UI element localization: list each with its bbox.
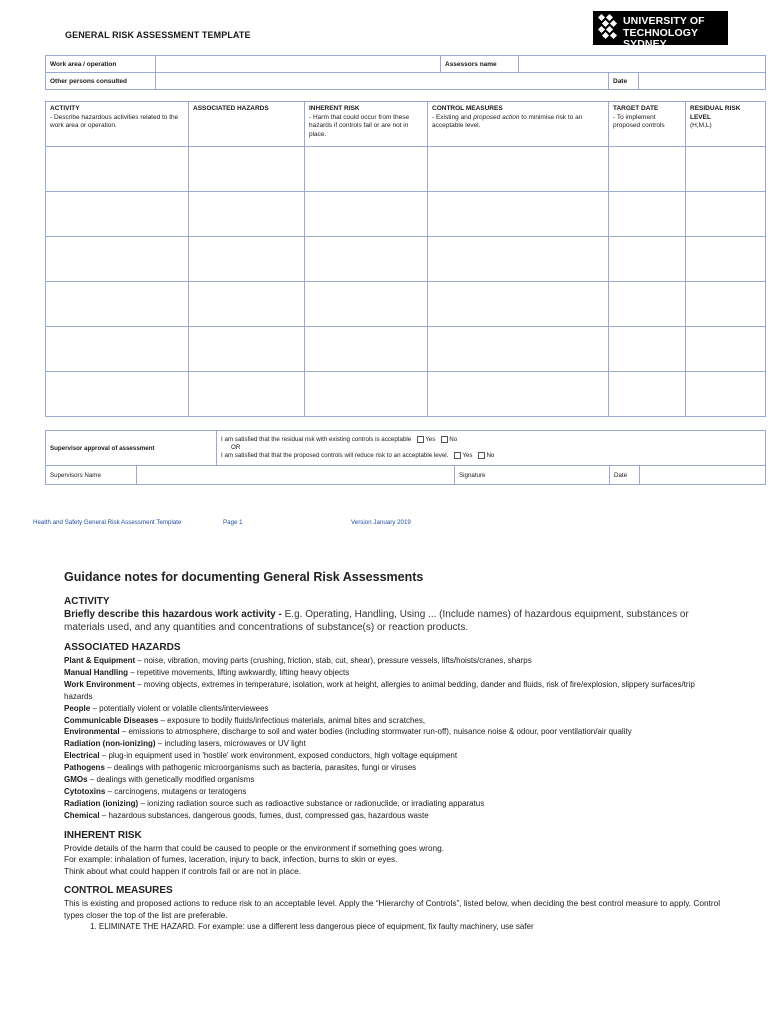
- hazard-text: – emissions to atmosphere, discharge to soil and water bodies (including stormwater run-off), nuisance noise & odour, poor ventilation/air quality: [119, 727, 632, 737]
- col-activity: [46, 102, 189, 147]
- supervisor-date-label: Date: [610, 466, 640, 485]
- hazard-text: – dealings with genetically modified organisms: [87, 775, 255, 785]
- footer-page-number: Page 1: [223, 519, 243, 526]
- hazard-item: [64, 810, 724, 822]
- table-row: [46, 282, 766, 327]
- no-checkbox-proposed[interactable]: [478, 452, 485, 459]
- hazard-term: Pathogens: [64, 763, 105, 773]
- supervisor-name-field[interactable]: [137, 466, 455, 485]
- table-cell[interactable]: [428, 192, 609, 237]
- control-measures-heading: CONTROL MEASURES: [64, 885, 173, 897]
- hazard-term: Manual Handling: [64, 667, 128, 677]
- table-cell[interactable]: [609, 237, 686, 282]
- supervisor-date-field[interactable]: [640, 466, 766, 485]
- col-inherent-risk: [305, 102, 428, 147]
- col-residual-title: RESIDUAL RISK LEVEL: [690, 105, 741, 121]
- hazard-item: [64, 762, 724, 774]
- hazard-term: Communicable Diseases: [64, 715, 159, 725]
- guidance-notes: [64, 570, 724, 932]
- col-inherent-desc: - Harm that could occur from these hazards if controls fail or are not in place.: [309, 113, 410, 138]
- hazard-term: Cytotoxins: [64, 786, 106, 796]
- hazard-item: [64, 715, 724, 727]
- hazard-term: Radiation (non-ionizing): [64, 739, 156, 749]
- table-row: [46, 327, 766, 372]
- table-cell[interactable]: [609, 147, 686, 192]
- table-cell[interactable]: [686, 327, 766, 372]
- hazard-item: [64, 738, 724, 750]
- footer-version: Version January 2019: [351, 519, 411, 526]
- hazard-term: Chemical: [64, 810, 100, 820]
- uts-logo-text: [623, 16, 728, 51]
- col-target-title: TARGET DATE: [613, 105, 659, 112]
- supervisor-name-label: Supervisors Name: [46, 466, 137, 485]
- table-cell[interactable]: [46, 372, 189, 417]
- supervisor-details-row: [46, 466, 766, 485]
- inherent-risk-heading: INHERENT RISK: [64, 829, 142, 841]
- approval-statement-existing: [221, 436, 761, 444]
- hazard-item: [64, 679, 724, 703]
- uts-logo-mark-icon: [597, 13, 619, 43]
- supervisor-approval-table: [45, 430, 766, 485]
- col-activity-title: ACTIVITY: [50, 105, 80, 112]
- other-persons-label: Other persons consulted: [46, 73, 156, 90]
- yes-label: Yes: [462, 452, 473, 460]
- logo-line-1: UNIVERSITY OF: [623, 15, 705, 27]
- hazard-text: – noise, vibration, moving parts (crushing, friction, stab, cut, shear), pressure vessels, lifts/hoists/cranes, sharps: [135, 656, 532, 665]
- hazard-item: [64, 786, 724, 798]
- assessors-name-label: Assessors name: [441, 56, 519, 73]
- statement-proposed-text: I am satisfied that that the proposed controls will reduce risk to an acceptable level.: [221, 452, 449, 460]
- approval-row: [46, 431, 766, 466]
- activity-heading: ACTIVITY: [64, 596, 110, 607]
- col-control-desc-pre: - Existing and: [432, 113, 474, 121]
- col-target-date: [609, 102, 686, 147]
- table-row: [46, 237, 766, 282]
- activity-text: E.g. Operating, Handling, Using ... (Include names) of hazardous equipment, substances or materials used, and any quantities and concentrations of substance(s) or reaction products.: [64, 609, 689, 633]
- control-measures-text: This is existing and proposed actions to reduce risk to an acceptable level. Apply the “Hierarchy of Controls”, listed below, when deciding the best control measure to apply. Control types closer the top of the list are preferable.: [64, 898, 721, 920]
- inherent-line: Think about what could happen if controls fail or are not in place.: [64, 865, 302, 876]
- signature-label: Signature: [459, 471, 486, 479]
- uts-logo: [593, 11, 728, 50]
- table-cell[interactable]: [305, 192, 428, 237]
- no-checkbox-existing[interactable]: [441, 436, 448, 443]
- yes-checkbox-existing[interactable]: [417, 436, 424, 443]
- hazard-text: – repetitive movements, lifting awkwardly, lifting heavy objects: [128, 667, 350, 677]
- table-cell[interactable]: [428, 372, 609, 417]
- hazard-term: Work Environment: [64, 679, 135, 689]
- table-cell[interactable]: [46, 237, 189, 282]
- table-cell[interactable]: [46, 147, 189, 192]
- hazard-text: – potentially violent or volatile clients/interviewees: [90, 703, 269, 713]
- hazard-text: – plug-in equipment used in 'hostile' work environment, exposed conductors, high voltage equipment: [99, 751, 458, 761]
- info-row-work-area: [46, 56, 766, 73]
- table-cell[interactable]: [189, 327, 305, 372]
- col-target-desc: - To implement proposed controls: [613, 113, 665, 129]
- col-hazards-title: ASSOCIATED HAZARDS: [193, 105, 269, 112]
- hazard-item: [64, 750, 724, 762]
- table-cell[interactable]: [609, 192, 686, 237]
- hazard-term: Environmental: [64, 727, 120, 737]
- date-field[interactable]: [639, 73, 766, 90]
- table-cell[interactable]: [46, 192, 189, 237]
- hazard-text: – ionizing radiation source such as radioactive substance or radionuclide, or irradiating apparatus: [138, 798, 485, 808]
- document-title: GENERAL RISK ASSESSMENT TEMPLATE: [65, 30, 251, 40]
- or-label: OR: [231, 444, 241, 451]
- hazard-item: [64, 726, 724, 738]
- col-activity-desc: - Describe hazardous activities related to the work area or operation.: [50, 113, 179, 129]
- table-cell[interactable]: [609, 327, 686, 372]
- work-area-label: Work area / operation: [46, 56, 156, 73]
- guidance-title: Guidance notes for documenting General Risk Assessments: [64, 570, 424, 584]
- hazard-term: Electrical: [64, 751, 100, 761]
- risk-assessment-table: [45, 101, 766, 417]
- col-control-measures: [428, 102, 609, 147]
- table-cell[interactable]: [428, 327, 609, 372]
- table-cell[interactable]: [189, 282, 305, 327]
- hazard-text: – moving objects, extremes in temperature, isolation, work at height, allergies to animal bedding, dander and fluids, risk of fire/explosion, slippery surfaces/trip hazards: [64, 679, 695, 701]
- col-hazards: [189, 102, 305, 147]
- table-cell[interactable]: [686, 372, 766, 417]
- hazard-term: Plant & Equipment: [64, 656, 136, 665]
- no-label: No: [486, 452, 495, 460]
- table-cell[interactable]: [189, 192, 305, 237]
- hazard-item: [64, 655, 724, 667]
- col-inherent-title: INHERENT RISK: [309, 105, 360, 112]
- table-row: [46, 372, 766, 417]
- hazard-text: – carcinogens, mutagens or teratogens: [105, 786, 247, 796]
- hazard-term: Radiation (ionizing): [64, 798, 139, 808]
- col-control-desc-post: to minimise risk to an acceptable level.: [432, 113, 583, 129]
- hazard-item: [64, 667, 724, 679]
- table-cell[interactable]: [609, 282, 686, 327]
- table-cell[interactable]: [189, 237, 305, 282]
- hazard-text: – dealings with pathogenic microorganisms such as bacteria, parasites, fungi or viruses: [104, 763, 417, 773]
- hazard-text: – hazardous substances, dangerous goods, fumes, dust, compressed gas, hazardous waste: [99, 810, 429, 820]
- hazard-item: [64, 798, 724, 810]
- yes-label: Yes: [425, 436, 436, 443]
- table-cell[interactable]: [686, 147, 766, 192]
- table-cell[interactable]: [305, 327, 428, 372]
- hazard-text: – including lasers, microwaves or UV light: [155, 739, 306, 749]
- table-cell[interactable]: [428, 147, 609, 192]
- table-cell[interactable]: [686, 237, 766, 282]
- hazard-list: [64, 655, 724, 822]
- other-persons-field[interactable]: [156, 73, 609, 90]
- control-list-item: 1. ELIMINATE THE HAZARD. For example: use a different less dangerous piece of equipment, fix faulty machinery, use safer: [90, 922, 534, 932]
- table-cell[interactable]: [305, 372, 428, 417]
- signature-cell[interactable]: [455, 466, 610, 485]
- work-area-field[interactable]: [156, 56, 441, 73]
- assessors-name-field[interactable]: [519, 56, 766, 73]
- col-residual-desc: (H,M,L): [690, 122, 712, 129]
- footer-doc-name: Health and Safety General Risk Assessment Template: [33, 519, 182, 526]
- hazard-item: [64, 703, 724, 715]
- approval-statement-proposed: [221, 452, 761, 460]
- col-control-title: CONTROL MEASURES: [432, 105, 503, 112]
- statement-existing-text: I am satisfied that the residual risk with existing controls is acceptable: [221, 436, 412, 443]
- table-cell[interactable]: [428, 282, 609, 327]
- hazards-heading: ASSOCIATED HAZARDS: [64, 642, 181, 653]
- hazard-term: People: [64, 703, 91, 713]
- table-row: [46, 147, 766, 192]
- date-label: Date: [609, 73, 639, 90]
- risk-table-header: [46, 102, 766, 147]
- col-residual-risk: [686, 102, 766, 147]
- no-label: No: [449, 436, 458, 443]
- table-cell[interactable]: [46, 327, 189, 372]
- col-control-desc-em: proposed action: [473, 113, 520, 121]
- assessment-info-table: [45, 55, 766, 90]
- table-cell[interactable]: [609, 372, 686, 417]
- activity-bold-text: Briefly describe this hazardous work activity -: [64, 609, 282, 620]
- approval-statements: [217, 431, 766, 466]
- yes-checkbox-proposed[interactable]: [454, 452, 461, 459]
- hazard-term: GMOs: [64, 775, 88, 785]
- table-cell[interactable]: [428, 237, 609, 282]
- hazard-text: – exposure to bodily fluids/infectious materials, animal bites and scratches,: [158, 715, 426, 725]
- table-cell[interactable]: [189, 372, 305, 417]
- table-cell[interactable]: [189, 147, 305, 192]
- table-row: [46, 192, 766, 237]
- table-cell[interactable]: [305, 147, 428, 192]
- supervisor-approval-label: Supervisor approval of assessment: [46, 431, 217, 466]
- table-cell[interactable]: [305, 237, 428, 282]
- logo-line-2: TECHNOLOGY SYDNEY: [623, 26, 698, 50]
- table-cell[interactable]: [305, 282, 428, 327]
- info-row-other-persons: [46, 73, 766, 90]
- hazard-item: [64, 774, 724, 786]
- inherent-line: Provide details of the harm that could be caused to people or the environment if something goes wrong.: [64, 842, 445, 853]
- activity-description: [64, 609, 724, 634]
- inherent-line: For example: inhalation of fumes, laceration, injury to back, infection, burns to skin or eyes.: [64, 854, 398, 865]
- table-cell[interactable]: [686, 192, 766, 237]
- table-cell[interactable]: [46, 282, 189, 327]
- table-cell[interactable]: [686, 282, 766, 327]
